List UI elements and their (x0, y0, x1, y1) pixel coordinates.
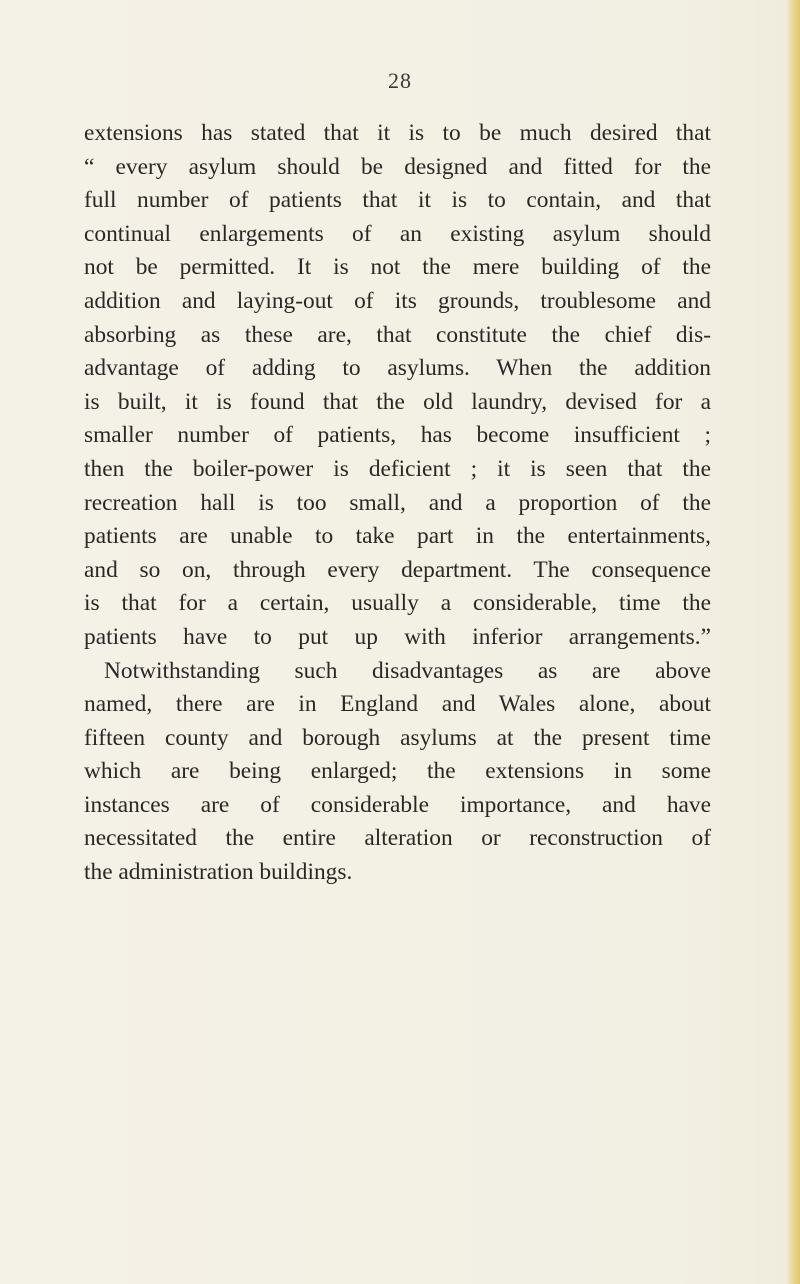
text-line: named, there are in England and Wales alone, about (84, 691, 711, 718)
text-line: is built, it is found that the old laundry, devised for a (84, 388, 711, 415)
text-line: advantage of adding to asylums. When the addition (84, 355, 711, 382)
text-line: not be permitted. It is not the mere building of the (84, 254, 711, 281)
text-line: the administration buildings. (84, 859, 353, 886)
text-line: Notwithstanding such disadvantages as are above (104, 657, 711, 684)
text-line: which are being enlarged; the extensions in some (84, 758, 711, 785)
text-line: recreation hall is too small, and a proportion of the (84, 489, 711, 516)
text-line: patients are unable to take part in the entertainments, (84, 523, 711, 550)
text-line: is that for a certain, usually a considerable, time the (84, 590, 711, 617)
text-line: necessitated the entire alteration or reconstruction of (84, 825, 711, 852)
text-line: absorbing as these are, that constitute the chief dis- (84, 321, 711, 348)
text-line: continual enlargements of an existing asylum should (84, 220, 711, 247)
text-line: extensions has stated that it is to be much desired that (84, 120, 711, 146)
text-line: then the boiler-power is deficient ; it is seen that the (84, 455, 711, 482)
text-line: instances are of considerable importance, and have (84, 791, 711, 818)
text-line: patients have to put up with inferior arrangements.” (84, 623, 711, 650)
text-line: smaller number of patients, has become insufficient ; (84, 422, 711, 449)
page-number: 28 (388, 68, 412, 93)
body-text (84, 117, 711, 890)
text-line: addition and laying-out of its grounds, troublesome and (84, 287, 711, 314)
text-line: “ every asylum should be designed and fitted for the (84, 153, 711, 180)
text-line: and so on, through every department. The consequence (84, 556, 711, 583)
text-line: fifteen county and borough asylums at the present time (84, 724, 711, 751)
text-line: full number of patients that it is to contain, and that (84, 187, 711, 214)
page-edge (786, 0, 800, 1284)
